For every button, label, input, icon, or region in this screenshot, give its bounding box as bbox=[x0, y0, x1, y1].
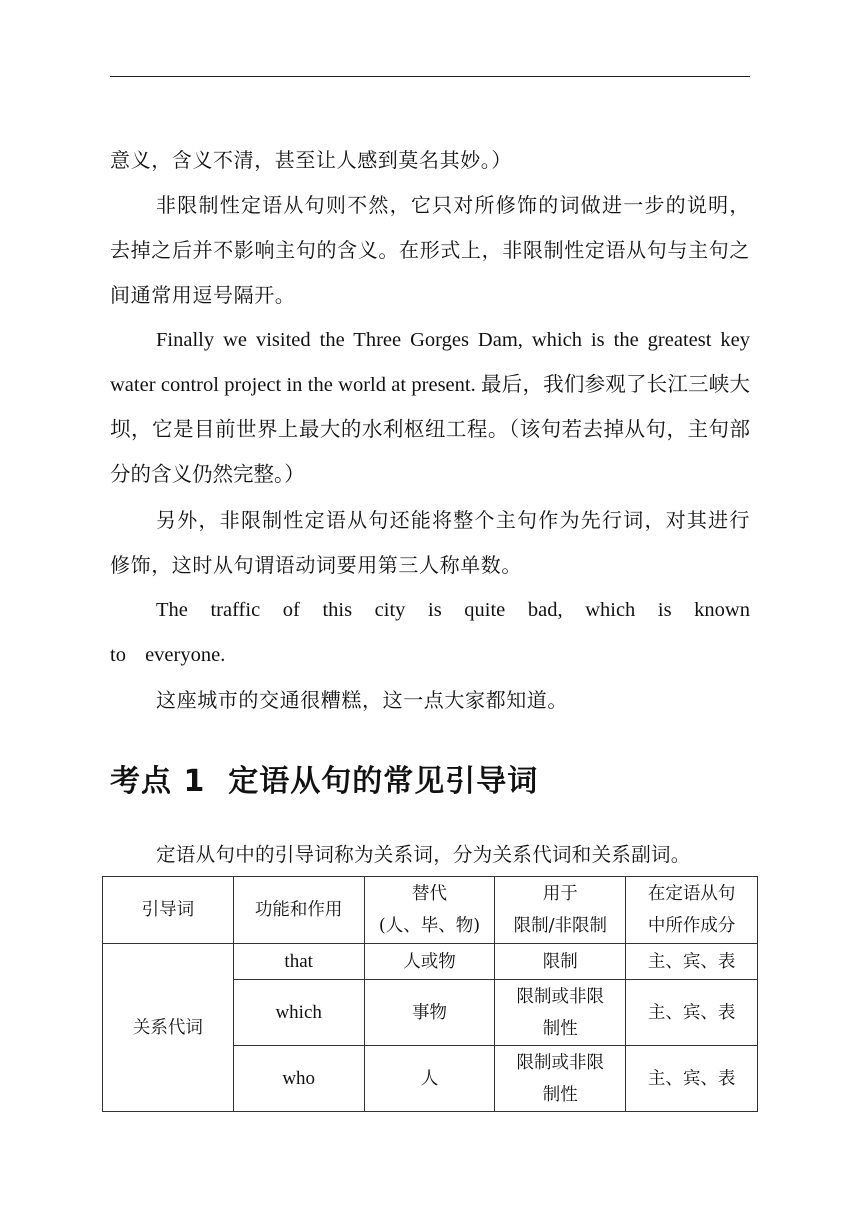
table-header-cell: 用于 限制/非限制 bbox=[495, 877, 626, 944]
relative-words-table bbox=[102, 876, 758, 1112]
table-cell: 人或物 bbox=[364, 944, 495, 980]
table-header-row bbox=[103, 877, 758, 944]
table-cell: 事物 bbox=[364, 980, 495, 1046]
body-text bbox=[110, 138, 750, 723]
paragraph: 这座城市的交通很糟糕，这一点大家都知道。 bbox=[156, 688, 568, 712]
table-cell: who bbox=[233, 1046, 364, 1112]
paragraph: 意义，含义不清，甚至让人感到莫名其妙。） bbox=[110, 148, 512, 172]
section-heading: 考点 1 定语从句的常见引导词 bbox=[110, 764, 539, 799]
table-cell: 主、宾、表 bbox=[626, 944, 758, 980]
paragraph: 另外，非限制性定语从句还能将整个主句作为先行词，对其进行修饰，这时从句谓语动词要用第三人称单数。 bbox=[110, 508, 750, 577]
paragraph: Finally we visited the Three Gorges Dam, which is the greatest key water control project in the world at present. 最后，我们参观了长江三峡大坝，它是目前世界上最大的水利枢纽工程。（该句若去掉从句，主句部分的含义仍然完整。） bbox=[110, 329, 750, 486]
table-cell: that bbox=[233, 944, 364, 980]
table-cell: 主、宾、表 bbox=[626, 980, 758, 1046]
paragraph: The traffic of this city is quite bad, which is known to everyone. bbox=[110, 599, 750, 666]
header-rule bbox=[110, 76, 750, 77]
table-header-cell: 替代 (人、毕、物) bbox=[364, 877, 495, 944]
intro-text: 定语从句中的引导词称为关系词，分为关系代词和关系副词。 bbox=[156, 843, 691, 866]
table-cell: 主、宾、表 bbox=[626, 1046, 758, 1112]
group-label-cell: 关系代词 bbox=[103, 944, 234, 1112]
table-cell: 限制 bbox=[495, 944, 626, 980]
table-cell: 人 bbox=[364, 1046, 495, 1112]
table-cell: 限制或非限 制性 bbox=[495, 980, 626, 1046]
paragraph: 非限制性定语从句则不然，它只对所修饰的词做进一步的说明，去掉之后并不影响主句的含义。在形式上，非限制性定语从句与主句之间通常用逗号隔开。 bbox=[110, 193, 750, 307]
table-header-cell: 在定语从句 中所作成分 bbox=[626, 877, 758, 944]
table-row bbox=[103, 944, 758, 980]
table-cell: which bbox=[233, 980, 364, 1046]
table-header-cell: 功能和作用 bbox=[233, 877, 364, 944]
table-header-cell: 引导词 bbox=[103, 877, 234, 944]
table-cell: 限制或非限 制性 bbox=[495, 1046, 626, 1112]
